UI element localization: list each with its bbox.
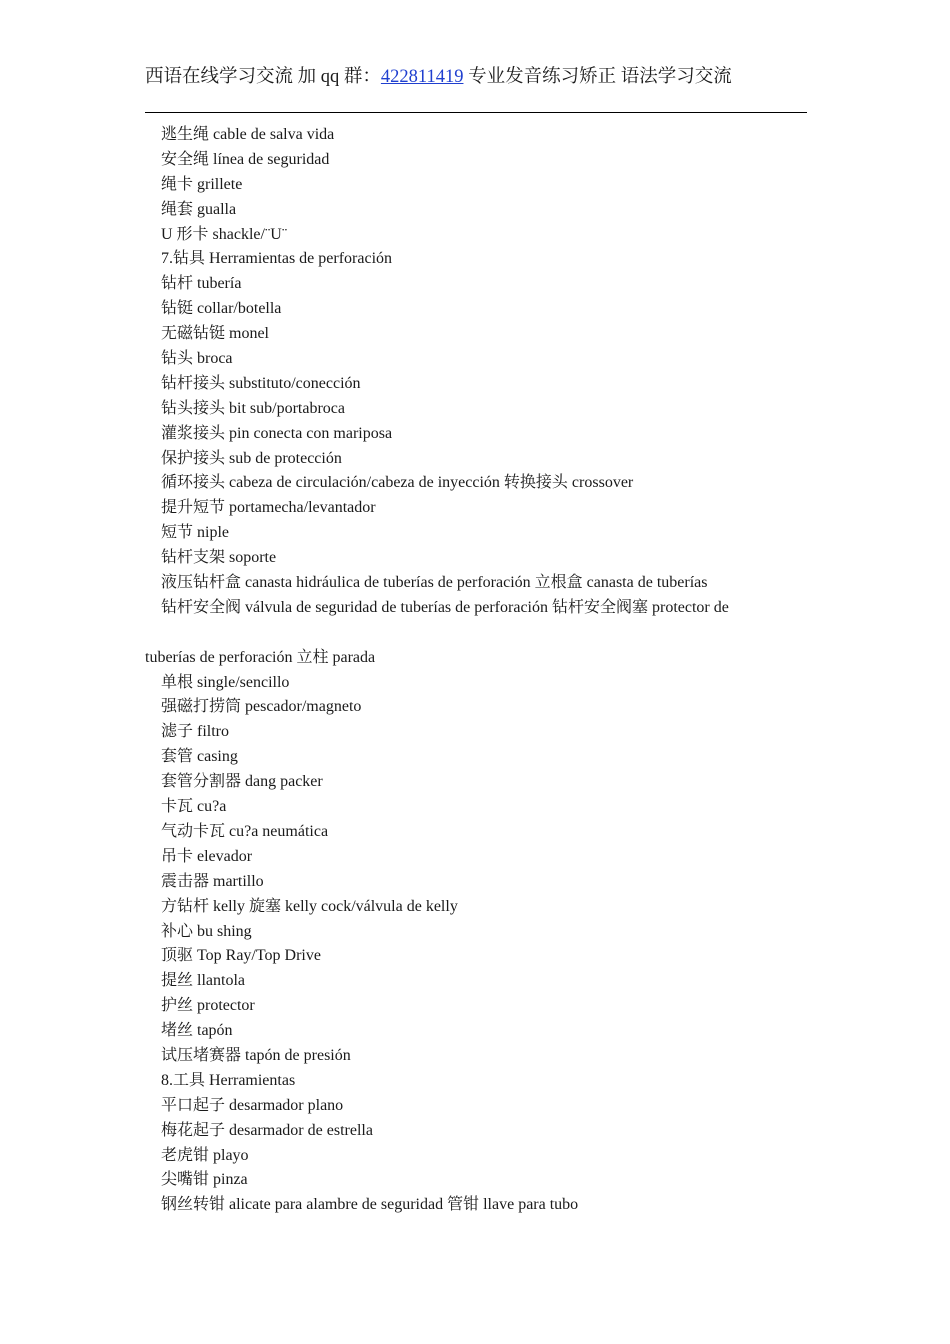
list-item: 绳套 gualla	[161, 200, 237, 218]
list-item: 梅花起子 desarmador de estrella	[161, 1121, 373, 1139]
list-item: 提丝 llantola	[161, 972, 245, 990]
list-item: 护丝 protector	[161, 997, 255, 1015]
list-item: 短节 niple	[161, 524, 229, 542]
list-item: 吊卡 elevador	[161, 847, 253, 865]
list-item-continuation: tuberías de perforación 立柱 parada	[145, 648, 376, 666]
header-suffix: 专业发音练习矫正 语法学习交流	[463, 67, 732, 87]
list-item: 安全绳 línea de seguridad	[161, 150, 330, 168]
list-item: 保护接头 sub de protección	[161, 449, 342, 467]
list-item: 灌浆接头 pin conecta con mariposa	[161, 424, 393, 442]
list-item: 卡瓦 cu?a	[161, 798, 227, 816]
list-item: 提升短节 portamecha/levantador	[161, 499, 376, 517]
list-item: 气动卡瓦 cu?a neumática	[161, 822, 329, 840]
header-divider	[145, 112, 807, 113]
blank-line	[145, 621, 825, 646]
list-item: 钢丝转钳 alicate para alambre de seguridad 管钳 llave para tubo	[161, 1196, 579, 1214]
list-item: 强磁打捞筒 pescador/magneto	[161, 698, 362, 716]
list-item: 钻杆接头 substituto/conección	[161, 374, 361, 392]
list-item: 老虎钳 playo	[161, 1146, 249, 1164]
qq-group-link[interactable]: 422811419	[380, 67, 464, 87]
list-item: 钻头 broca	[161, 350, 233, 368]
section-heading: 8.工具 Herramientas	[161, 1071, 296, 1089]
page-header	[145, 62, 807, 92]
list-item: 液压钻杆盒 canasta hidráulica de tuberías de perforación 立根盒 canasta de tuberías	[161, 574, 708, 592]
list-item: 滤子 filtro	[161, 723, 229, 741]
list-item: 套管 casing	[161, 748, 238, 766]
list-item: 方钻杆 kelly 旋塞 kelly cock/válvula de kelly	[161, 897, 458, 915]
list-item: 尖嘴钳 pinza	[161, 1171, 248, 1189]
list-item: 无磁钻铤 monel	[161, 325, 269, 343]
vocabulary-list	[145, 123, 825, 1218]
list-item: 钻杆支架 soporte	[161, 549, 277, 567]
list-item: 震击器 martillo	[161, 872, 264, 890]
list-item: 绳卡 grillete	[161, 175, 243, 193]
list-item: 套管分割器 dang packer	[161, 773, 323, 791]
list-item: 钻杆安全阀 válvula de seguridad de tuberías de perforación 钻杆安全阀塞 protector de	[161, 598, 729, 616]
list-item: 逃生绳 cable de salva vida	[161, 126, 335, 143]
list-item: 钻杆 tubería	[161, 275, 242, 293]
list-item: 补心 bu shing	[161, 922, 252, 940]
list-item: 平口起子 desarmador plano	[161, 1096, 344, 1114]
section-heading: 7.钻具 Herramientas de perforación	[161, 250, 393, 268]
list-item: 堵丝 tapón	[161, 1022, 233, 1040]
list-item: U 形卡 shackle/¨U¨	[161, 225, 288, 243]
header-prefix: 西语在线学习交流 加 qq 群：	[145, 67, 381, 87]
list-item: 循环接头 cabeza de circulación/cabeza de inyección 转换接头 crossover	[161, 474, 634, 492]
list-item: 试压堵赛器 tapón de presión	[161, 1046, 351, 1064]
list-item: 顶驱 Top Ray/Top Drive	[161, 947, 321, 965]
list-item: 钻铤 collar/botella	[161, 300, 282, 318]
list-item: 单根 single/sencillo	[161, 673, 290, 691]
list-item: 钻头接头 bit sub/portabroca	[161, 399, 345, 417]
